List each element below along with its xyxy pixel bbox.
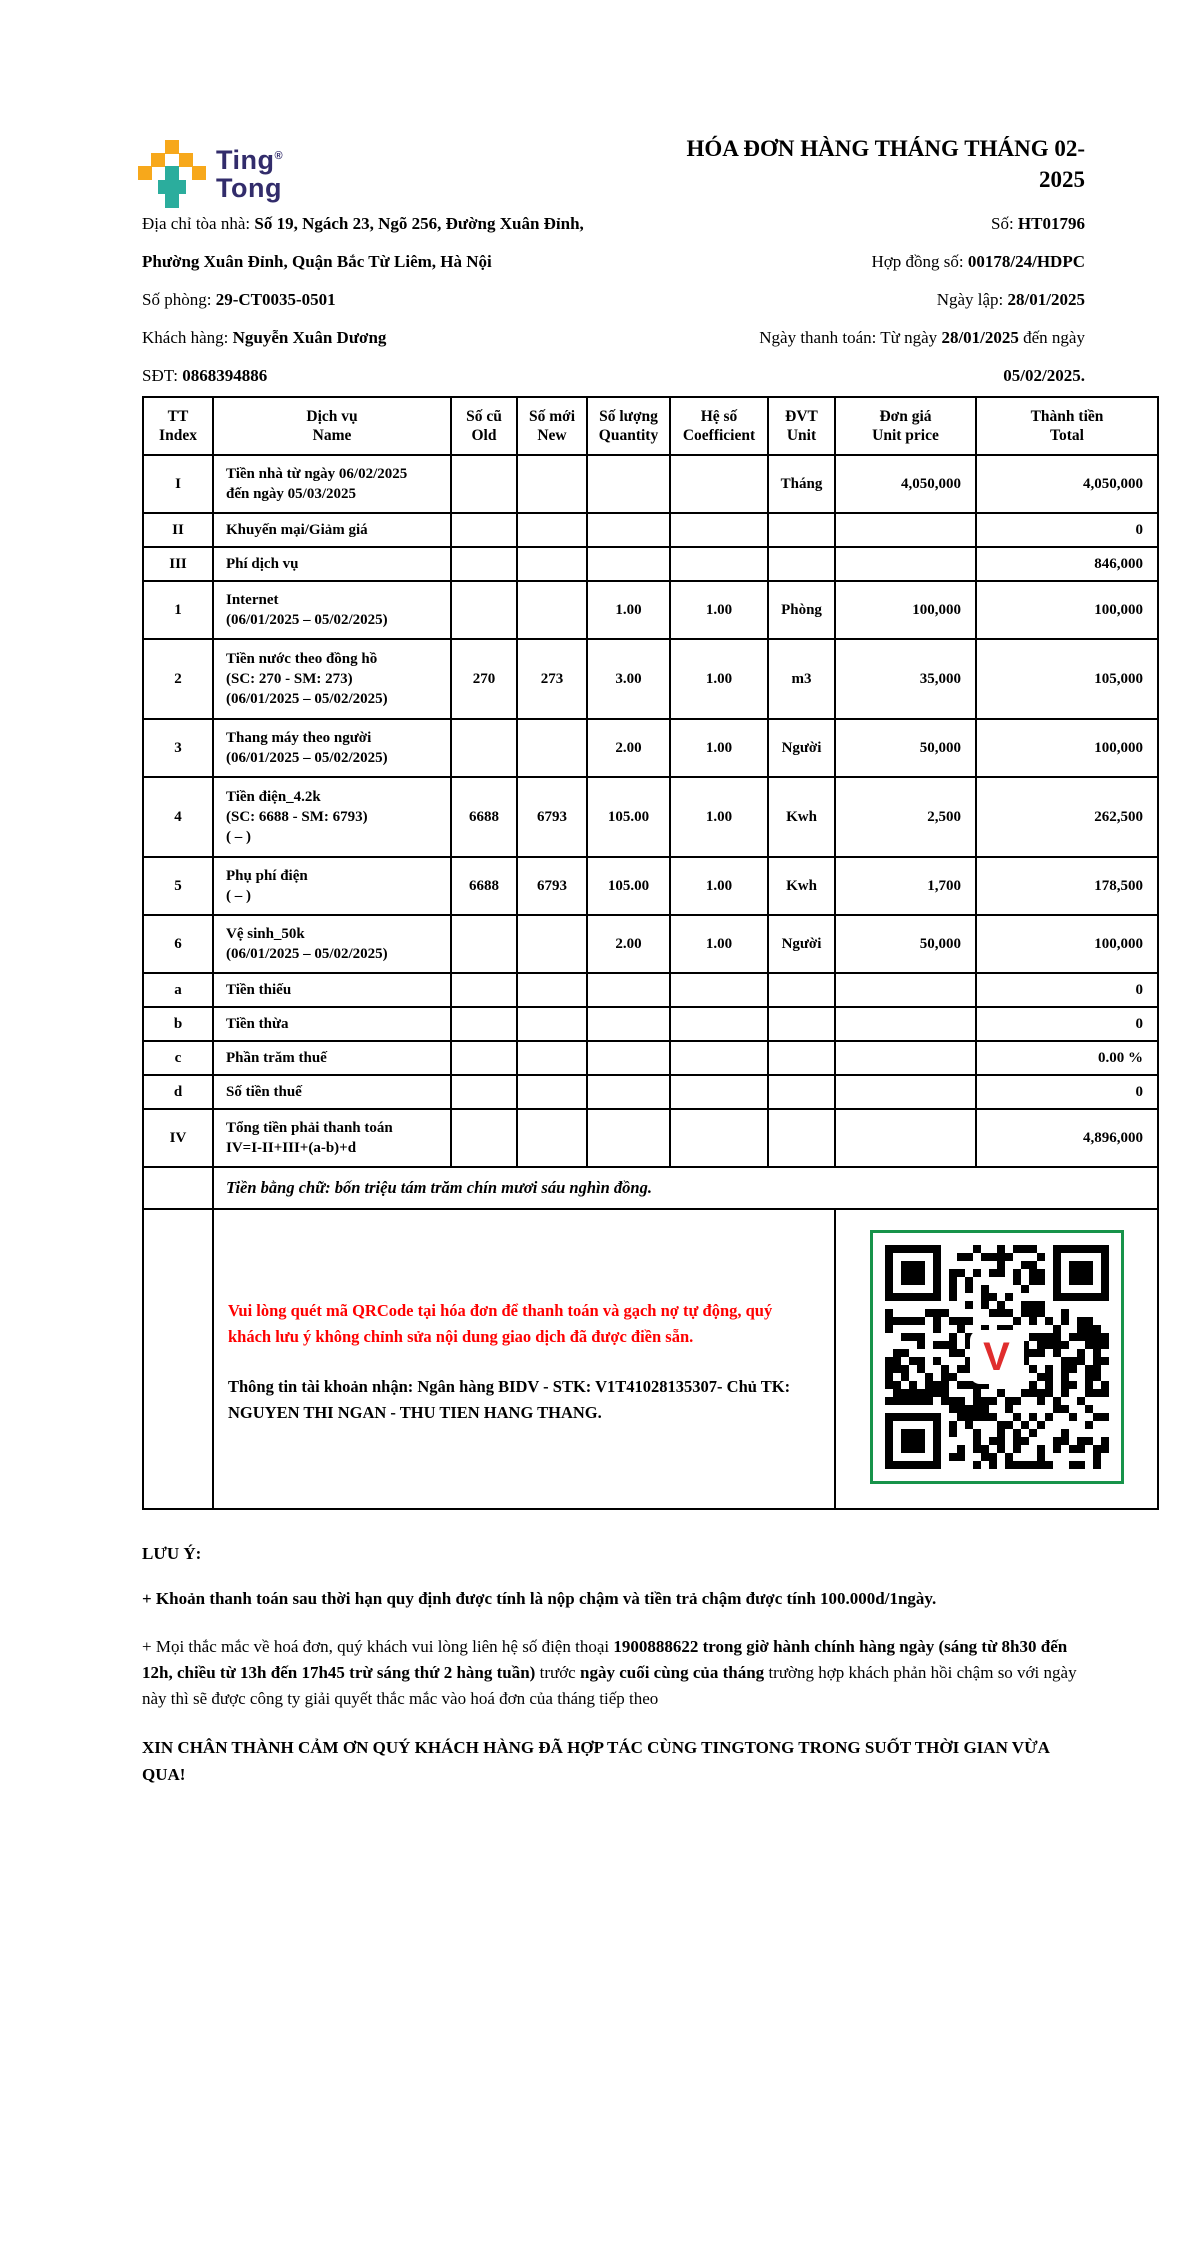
- brand-wordmark: [216, 142, 283, 202]
- row-total: 0: [976, 513, 1158, 547]
- row-old: 270: [451, 639, 517, 719]
- row-coef: 1.00: [670, 639, 768, 719]
- row-unit: [768, 1007, 835, 1041]
- bank-account-info: Thông tin tài khoản nhận: Ngân hàng BIDV - STK: V1T41028135307- Chủ TK: NGUYEN THI NGAN - THU TIEN HANG THANG.: [228, 1377, 791, 1422]
- row-new: [517, 973, 587, 1007]
- row-price: [835, 1075, 976, 1109]
- table-row: [143, 547, 1158, 581]
- row-index: c: [143, 1041, 213, 1075]
- row-price: 35,000: [835, 639, 976, 719]
- customer-phone: SĐT: 0868394886: [142, 366, 268, 385]
- row-service: Phụ phí điện ( – ): [213, 857, 451, 915]
- issue-date: Ngày lập: 28/01/2025: [936, 290, 1085, 309]
- table-row: [143, 581, 1158, 639]
- late-payment-note: + Khoản thanh toán sau thời hạn quy định được tính là nộp chậm và tiền trả chậm được tính 100.000d/1ngày.: [142, 1589, 937, 1608]
- row-qty: 3.00: [587, 639, 670, 719]
- contract-number: Hợp đồng số: 00178/24/HDPC: [871, 252, 1085, 271]
- row-price: [835, 1109, 976, 1167]
- row-price: [835, 547, 976, 581]
- qr-instructions: [213, 1209, 835, 1509]
- row-index: 4: [143, 777, 213, 857]
- row-unit: [768, 547, 835, 581]
- row-unit: m3: [768, 639, 835, 719]
- row-total: 100,000: [976, 719, 1158, 777]
- row-coef: [670, 1075, 768, 1109]
- table-row: [143, 1007, 1158, 1041]
- row-new: [517, 719, 587, 777]
- row-old: [451, 1109, 517, 1167]
- row-total: 4,050,000: [976, 455, 1158, 513]
- logo-pixel: [151, 153, 165, 167]
- row-service: Phần trăm thuế: [213, 1041, 451, 1075]
- row-service: Tổng tiền phải thanh toán IV=I-II+III+(a-b)+d: [213, 1109, 451, 1167]
- empty-cell: [143, 1209, 213, 1509]
- logo-pixel: [192, 166, 206, 180]
- row-qty: 105.00: [587, 857, 670, 915]
- table-row: [143, 857, 1158, 915]
- table-row: [143, 639, 1158, 719]
- brand-line1: Ting: [216, 145, 275, 175]
- row-price: 2,500: [835, 777, 976, 857]
- row-coef: 1.00: [670, 857, 768, 915]
- row-price: 4,050,000: [835, 455, 976, 513]
- row-new: 6793: [517, 857, 587, 915]
- row-unit: Phòng: [768, 581, 835, 639]
- row-total: 846,000: [976, 547, 1158, 581]
- row-price: 50,000: [835, 719, 976, 777]
- row-service: Thang máy theo người (06/01/2025 – 05/02/2025): [213, 719, 451, 777]
- row-old: [451, 1007, 517, 1041]
- row-coef: 1.00: [670, 719, 768, 777]
- row-total: 262,500: [976, 777, 1158, 857]
- logo-pixel: [165, 194, 179, 208]
- row-index: 6: [143, 915, 213, 973]
- tingtong-logo: [138, 140, 283, 208]
- row-coef: 1.00: [670, 581, 768, 639]
- row-total: 105,000: [976, 639, 1158, 719]
- row-service: Tiền điện_4.2k (SC: 6688 - SM: 6793) ( – ): [213, 777, 451, 857]
- row-price: 50,000: [835, 915, 976, 973]
- row-old: 6688: [451, 777, 517, 857]
- qr-code-cell: [835, 1209, 1158, 1509]
- hotline-note: + Mọi thắc mắc về hoá đơn, quý khách vui lòng liên hệ số điện thoại 1900888622 trong giờ hành chính hàng ngày (sáng từ 8h30 đến 12h, chiều từ 13h đến 17h45 trừ sáng thứ 2 hàng tuần) trước ngày cuối cùng của tháng trường hợp khách phản hồi chậm so với ngày này thì sẽ được công ty giải quyết thắc mắc vào hoá đơn của tháng tiếp theo: [142, 1637, 1077, 1708]
- row-new: [517, 1109, 587, 1167]
- col-header-old: Số cũ Old: [451, 397, 517, 455]
- row-new: [517, 547, 587, 581]
- tingtong-logo-icon: [138, 140, 206, 208]
- row-qty: 105.00: [587, 777, 670, 857]
- row-total: 100,000: [976, 581, 1158, 639]
- building-address-line1: Địa chỉ tòa nhà: Số 19, Ngách 23, Ngõ 256, Đường Xuân Đỉnh,: [142, 214, 584, 233]
- row-unit: [768, 1109, 835, 1167]
- row-unit: [768, 973, 835, 1007]
- col-header-tt: TT Index: [143, 397, 213, 455]
- col-header-service: Dịch vụ Name: [213, 397, 451, 455]
- content-wrapper: [142, 0, 1157, 1810]
- row-price: [835, 1041, 976, 1075]
- row-coef: [670, 1007, 768, 1041]
- row-service: Tiền thiếu: [213, 973, 451, 1007]
- row-coef: [670, 547, 768, 581]
- row-index: I: [143, 455, 213, 513]
- row-new: 6793: [517, 777, 587, 857]
- invoice-table: [142, 396, 1159, 1510]
- amount-in-words-row: [143, 1167, 1158, 1209]
- registered-mark: ®: [274, 150, 284, 162]
- col-header-coef: Hệ số Coefficient: [670, 397, 768, 455]
- row-index: 2: [143, 639, 213, 719]
- row-unit: [768, 1075, 835, 1109]
- empty-cell: [143, 1167, 213, 1209]
- row-old: [451, 973, 517, 1007]
- invoice-info-right: [710, 205, 1157, 395]
- row-service: Tiền nhà từ ngày 06/02/2025 đến ngày 05/03/2025: [213, 455, 451, 513]
- row-unit: [768, 513, 835, 547]
- invoice-info: [142, 0, 1157, 395]
- amount-in-words: Tiền bằng chữ: bốn triệu tám trăm chín mươi sáu nghìn đồng.: [213, 1167, 1158, 1209]
- table-row: [143, 513, 1158, 547]
- row-qty: 2.00: [587, 915, 670, 973]
- row-old: [451, 547, 517, 581]
- row-old: [451, 1075, 517, 1109]
- notes-heading: LƯU Ý:: [142, 1544, 202, 1563]
- row-coef: [670, 513, 768, 547]
- row-coef: [670, 1041, 768, 1075]
- col-header-price: Đơn giá Unit price: [835, 397, 976, 455]
- row-service: Phí dịch vụ: [213, 547, 451, 581]
- logo-pixel: [138, 166, 152, 180]
- row-new: [517, 1007, 587, 1041]
- col-header-unit: ĐVT Unit: [768, 397, 835, 455]
- building-address-line2: Phường Xuân Đỉnh, Quận Bắc Từ Liêm, Hà Nội: [142, 252, 492, 271]
- row-qty: [587, 1075, 670, 1109]
- row-index: II: [143, 513, 213, 547]
- row-qty: [587, 1041, 670, 1075]
- row-unit: Kwh: [768, 857, 835, 915]
- col-header-total: Thành tiền Total: [976, 397, 1158, 455]
- invoice-info-left: [142, 205, 710, 395]
- table-row-grand-total: [143, 1109, 1158, 1167]
- row-coef: [670, 455, 768, 513]
- row-index: b: [143, 1007, 213, 1041]
- row-service: Tiền thừa: [213, 1007, 451, 1041]
- logo-pixel: [179, 153, 193, 167]
- invoice-number: Số: HT01796: [990, 214, 1085, 233]
- col-header-new: Số mới New: [517, 397, 587, 455]
- col-header-qty: Số lượng Quantity: [587, 397, 670, 455]
- row-new: 273: [517, 639, 587, 719]
- row-price: 100,000: [835, 581, 976, 639]
- row-index: IV: [143, 1109, 213, 1167]
- row-unit: [768, 1041, 835, 1075]
- row-coef: [670, 1109, 768, 1167]
- row-old: [451, 581, 517, 639]
- table-row: [143, 1075, 1158, 1109]
- qr-code: [870, 1230, 1124, 1484]
- brand-line2: Tong: [216, 173, 282, 203]
- footer-notes: [142, 1544, 1157, 1788]
- row-old: [451, 1041, 517, 1075]
- row-index: a: [143, 973, 213, 1007]
- row-total: 0: [976, 1007, 1158, 1041]
- row-old: [451, 513, 517, 547]
- row-old: 6688: [451, 857, 517, 915]
- row-index: III: [143, 547, 213, 581]
- row-qty: 1.00: [587, 581, 670, 639]
- row-unit: Tháng: [768, 455, 835, 513]
- row-unit: Người: [768, 719, 835, 777]
- logo-pixel: [165, 140, 179, 154]
- row-qty: [587, 513, 670, 547]
- table-row: [143, 719, 1158, 777]
- row-service: Internet (06/01/2025 – 05/02/2025): [213, 581, 451, 639]
- table-row: [143, 455, 1158, 513]
- row-old: [451, 455, 517, 513]
- row-new: [517, 915, 587, 973]
- row-index: 1: [143, 581, 213, 639]
- row-service: Khuyến mại/Giảm giá: [213, 513, 451, 547]
- row-total: 4,896,000: [976, 1109, 1158, 1167]
- row-price: [835, 973, 976, 1007]
- row-qty: [587, 455, 670, 513]
- row-index: 5: [143, 857, 213, 915]
- row-total: 0.00 %: [976, 1041, 1158, 1075]
- row-service: Vệ sinh_50k (06/01/2025 – 05/02/2025): [213, 915, 451, 973]
- qr-row: [143, 1209, 1158, 1509]
- row-old: [451, 915, 517, 973]
- logo-pixel: [158, 180, 186, 194]
- row-service: Số tiền thuế: [213, 1075, 451, 1109]
- row-coef: 1.00: [670, 915, 768, 973]
- table-row: [143, 973, 1158, 1007]
- row-price: [835, 513, 976, 547]
- row-service: Tiền nước theo đồng hồ (SC: 270 - SM: 273) (06/01/2025 – 05/02/2025): [213, 639, 451, 719]
- table-row: [143, 915, 1158, 973]
- row-qty: 2.00: [587, 719, 670, 777]
- row-index: 3: [143, 719, 213, 777]
- row-total: 178,500: [976, 857, 1158, 915]
- row-price: [835, 1007, 976, 1041]
- vietqr-logo-icon: V: [970, 1330, 1024, 1384]
- row-old: [451, 719, 517, 777]
- row-new: [517, 513, 587, 547]
- row-index: d: [143, 1075, 213, 1109]
- thank-you-note: XIN CHÂN THÀNH CẢM ƠN QUÝ KHÁCH HÀNG ĐÃ HỢP TÁC CÙNG TINGTONG TRONG SUỐT THỜI GIAN VỪA QUA!: [142, 1738, 1049, 1784]
- customer-name: Khách hàng: Nguyễn Xuân Dương: [142, 328, 387, 347]
- invoice-title: HÓA ĐƠN HÀNG THÁNG THÁNG 02-2025: [686, 136, 1085, 192]
- row-qty: [587, 1109, 670, 1167]
- logo-pixel: [165, 166, 179, 180]
- room-number: Số phòng: 29-CT0035-0501: [142, 290, 336, 309]
- row-new: [517, 455, 587, 513]
- table-header-row: [143, 397, 1158, 455]
- row-total: 0: [976, 1075, 1158, 1109]
- row-new: [517, 1041, 587, 1075]
- row-coef: 1.00: [670, 777, 768, 857]
- row-qty: [587, 973, 670, 1007]
- table-row: [143, 777, 1158, 857]
- row-total: 100,000: [976, 915, 1158, 973]
- row-qty: [587, 1007, 670, 1041]
- qr-red-note: Vui lòng quét mã QRCode tại hóa đơn để thanh toán và gạch nợ tự động, quý khách lưu ý không chỉnh sửa nội dung giao dịch đã được điền sẵn.: [228, 1301, 773, 1346]
- row-unit: Kwh: [768, 777, 835, 857]
- row-total: 0: [976, 973, 1158, 1007]
- table-row: [143, 1041, 1158, 1075]
- row-new: [517, 581, 587, 639]
- row-unit: Người: [768, 915, 835, 973]
- row-qty: [587, 547, 670, 581]
- row-new: [517, 1075, 587, 1109]
- row-price: 1,700: [835, 857, 976, 915]
- payment-period: Ngày thanh toán: Từ ngày 28/01/2025 đến ngày 05/02/2025.: [759, 328, 1085, 385]
- row-coef: [670, 973, 768, 1007]
